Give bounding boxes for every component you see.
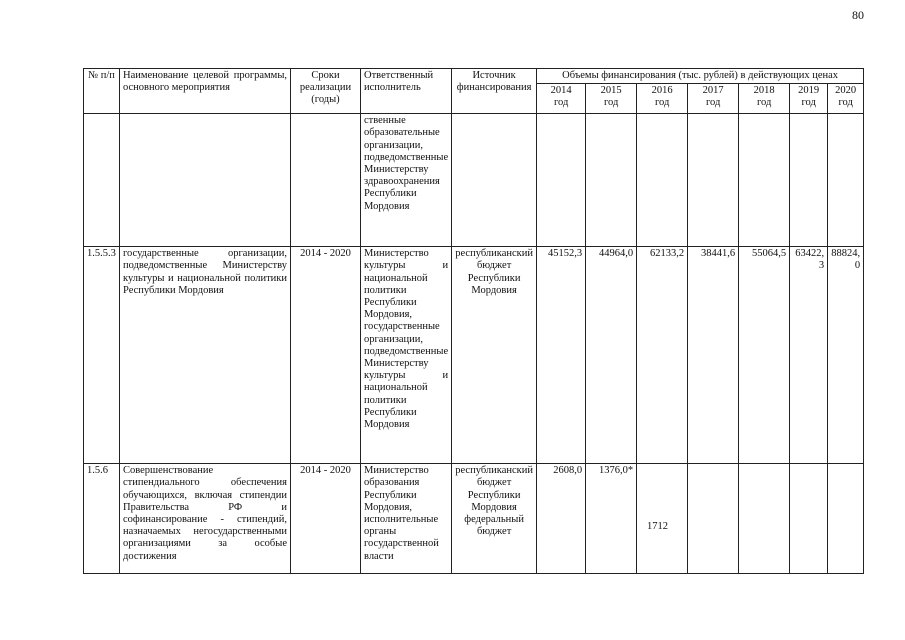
row-source: республиканский бюджет Республики Мордовия федеральный бюджет (452, 464, 537, 574)
row-v2015 (586, 114, 637, 247)
header-volumes: Объемы финансирования (тыс. рублей) в действующих ценах (537, 69, 864, 84)
row-v2019: 63422,3 (790, 247, 828, 464)
row-num: 1.5.5.3 (84, 247, 120, 464)
row-v2018 (739, 464, 790, 574)
row-term: 2014 - 2020 (291, 247, 361, 464)
header-term: Сроки реализации (годы) (291, 69, 361, 114)
year-2015: 2015 год (586, 84, 637, 114)
row-v2014 (537, 114, 586, 247)
row-v2014: 45152,3 (537, 247, 586, 464)
header-row-1 (84, 69, 864, 84)
row-v2018 (739, 114, 790, 247)
table-row (84, 114, 864, 247)
row-num (84, 114, 120, 247)
year-2019: 2019 год (790, 84, 828, 114)
row-v2015: 44964,0 (586, 247, 637, 464)
row-term (291, 114, 361, 247)
header-resp: Ответственный исполнитель (361, 69, 452, 114)
row-name: государственные организации, подведомственные Министерству культуры и национальной политики Республики Мордовия (120, 247, 291, 464)
year-2014: 2014 год (537, 84, 586, 114)
row-v2015: 1376,0* (586, 464, 637, 574)
row-v2016 (637, 114, 688, 247)
row-v2019 (790, 114, 828, 247)
year-2020: 2020 год (828, 84, 864, 114)
year-2018: 2018 год (739, 84, 790, 114)
row-v2020 (828, 114, 864, 247)
row-resp: Министерство культуры и национальной политики Республики Мордовия, государственные организации, подведомственные Министерству культуры и национальной политики Республики Мордовия (361, 247, 452, 464)
year-2016: 2016 год (637, 84, 688, 114)
row-name (120, 114, 291, 247)
financing-table (83, 68, 864, 574)
header-source: Источник финансирования (452, 69, 537, 114)
row-num: 1.5.6 (84, 464, 120, 574)
page-number: 80 (852, 8, 864, 22)
row-v2016: 62133,2 (637, 247, 688, 464)
row-name: Совершенствование стипендиального обеспечения обучающихся, включая стипендии Правительства РФ и софинансирование - стипендий, назначаемых негосударственными организациями за особые достижения (120, 464, 291, 574)
row-v2018: 55064,5 (739, 247, 790, 464)
row-v2019 (790, 464, 828, 574)
row-v2020: 88824,0 (828, 247, 864, 464)
row-v2017: 38441,6 (688, 247, 739, 464)
header-name: Наименование целевой программы, основного мероприятия (120, 69, 291, 114)
header-num: № п/п (84, 69, 120, 114)
row-resp: ственные образовательные организации, подведомственные Министерству здравоохранения Республики Мордовия (361, 114, 452, 247)
row-term: 2014 - 2020 (291, 464, 361, 574)
table-row (84, 464, 864, 574)
row-v2016 (637, 464, 688, 574)
row-resp: Министерство образования Республики Мордовия, исполнительные органы государственной власти (361, 464, 452, 574)
row-v2017 (688, 464, 739, 574)
stray-value: 1712 (647, 521, 668, 532)
row-source: республиканский бюджет Республики Мордовия (452, 247, 537, 464)
table-row (84, 247, 864, 464)
row-v2014: 2608,0 (537, 464, 586, 574)
row-source (452, 114, 537, 247)
row-v2020 (828, 464, 864, 574)
row-v2017 (688, 114, 739, 247)
year-2017: 2017 год (688, 84, 739, 114)
